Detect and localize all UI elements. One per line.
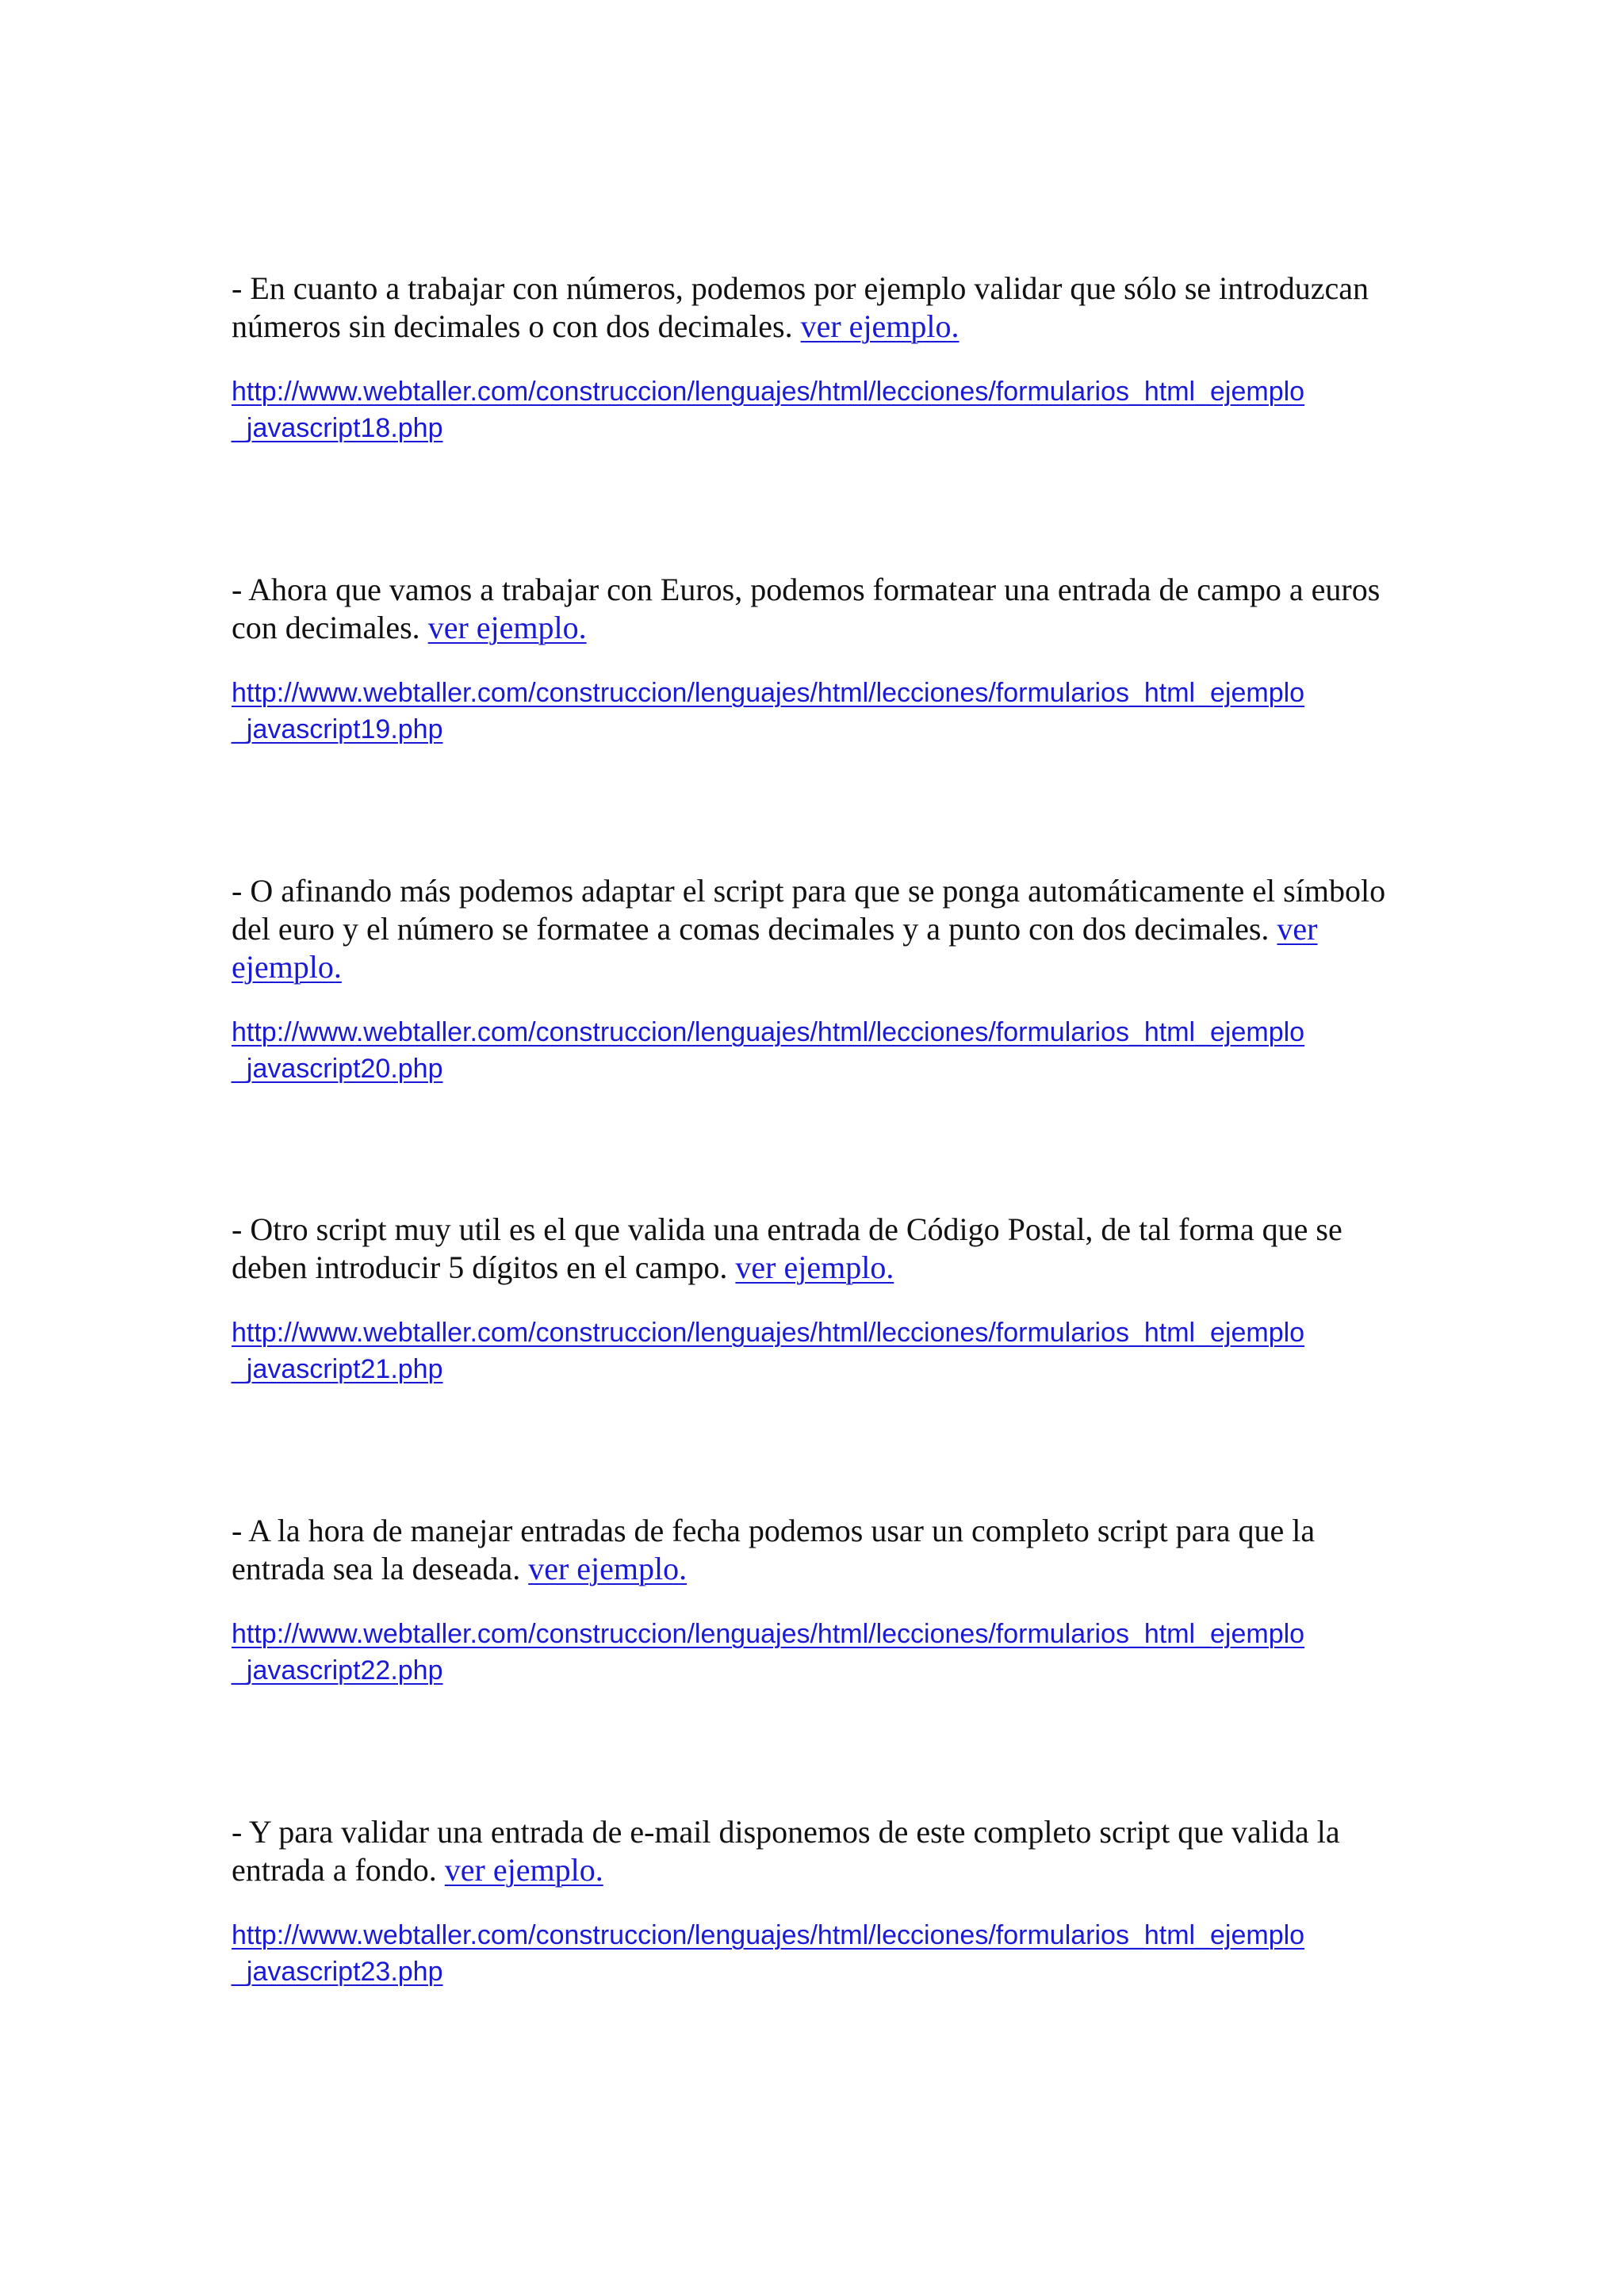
url-line-2: _javascript19.php bbox=[232, 714, 443, 744]
url-line-1: http://www.webtaller.com/construccion/lenguajes/html/lecciones/formularios_html_ejemplo bbox=[232, 377, 1305, 407]
url-line-1: http://www.webtaller.com/construccion/lenguajes/html/lecciones/formularios_html_ejemplo bbox=[232, 1318, 1305, 1348]
url-line-1: http://www.webtaller.com/construccion/lenguajes/html/lecciones/formularios_html_ejemplo bbox=[232, 1017, 1305, 1047]
section-date bbox=[232, 1512, 1397, 1689]
section-text: - Ahora que vamos a trabajar con Euros, podemos formatear una entrada de campo a euros con decimales. bbox=[232, 572, 1381, 645]
ver-ejemplo-link[interactable]: ver ejemplo. bbox=[427, 610, 587, 645]
ver-ejemplo-link[interactable]: ver ejemplo. bbox=[528, 1551, 688, 1586]
url-line-1: http://www.webtaller.com/construccion/lenguajes/html/lecciones/formularios_html_ejemplo bbox=[232, 678, 1305, 708]
example-url-link[interactable] bbox=[232, 1314, 1401, 1387]
url-line-2: _javascript23.php bbox=[232, 1957, 443, 1987]
ver-ejemplo-link[interactable]: ver ejemplo. bbox=[735, 1249, 894, 1285]
section-text: - O afinando más podemos adaptar el script para que se ponga automáticamente el símbolo del euro y el número se formatee a comas decimales y a punto con dos decimales. bbox=[232, 873, 1386, 947]
section-text: - Y para validar una entrada de e-mail disponemos de este completo script que valida la entrada a fondo. bbox=[232, 1814, 1340, 1888]
section-euro-symbol bbox=[232, 872, 1397, 1087]
ver-ejemplo-link[interactable]: ver ejemplo. bbox=[800, 308, 959, 344]
url-line-2: _javascript21.php bbox=[232, 1354, 443, 1384]
ver-ejemplo-link[interactable]: ver ejemplo. bbox=[444, 1852, 603, 1888]
url-line-1: http://www.webtaller.com/construccion/lenguajes/html/lecciones/formularios_html_ejemplo bbox=[232, 1619, 1305, 1649]
section-paragraph bbox=[232, 872, 1397, 986]
section-text: - En cuanto a trabajar con números, podemos por ejemplo validar que sólo se introduzcan números sin decimales o con dos decimales. bbox=[232, 270, 1369, 344]
section-paragraph bbox=[232, 270, 1397, 346]
section-paragraph bbox=[232, 1211, 1397, 1287]
section-text: - A la hora de manejar entradas de fecha podemos usar un completo script para que la entrada sea la deseada. bbox=[232, 1513, 1316, 1586]
ver-ejemplo-link[interactable]: ver ejemplo. bbox=[232, 911, 1318, 985]
section-postal-code bbox=[232, 1211, 1397, 1387]
section-numbers bbox=[232, 270, 1397, 446]
section-paragraph bbox=[232, 1813, 1397, 1889]
example-url-link[interactable] bbox=[232, 1616, 1401, 1689]
url-line-1: http://www.webtaller.com/construccion/lenguajes/html/lecciones/formularios_html_ejemplo bbox=[232, 1920, 1305, 1950]
example-url-link[interactable] bbox=[232, 675, 1401, 748]
example-url-link[interactable] bbox=[232, 373, 1401, 446]
url-line-2: _javascript18.php bbox=[232, 413, 443, 443]
section-paragraph bbox=[232, 571, 1397, 647]
section-paragraph bbox=[232, 1512, 1397, 1588]
section-euros bbox=[232, 571, 1397, 748]
example-url-link[interactable] bbox=[232, 1014, 1401, 1087]
section-text: - Otro script muy util es el que valida una entrada de Código Postal, de tal forma que se deben introducir 5 dígitos en el campo. bbox=[232, 1211, 1342, 1285]
url-line-2: _javascript22.php bbox=[232, 1655, 443, 1686]
url-line-2: _javascript20.php bbox=[232, 1054, 443, 1084]
example-url-link[interactable] bbox=[232, 1917, 1401, 1990]
section-email bbox=[232, 1813, 1397, 1990]
